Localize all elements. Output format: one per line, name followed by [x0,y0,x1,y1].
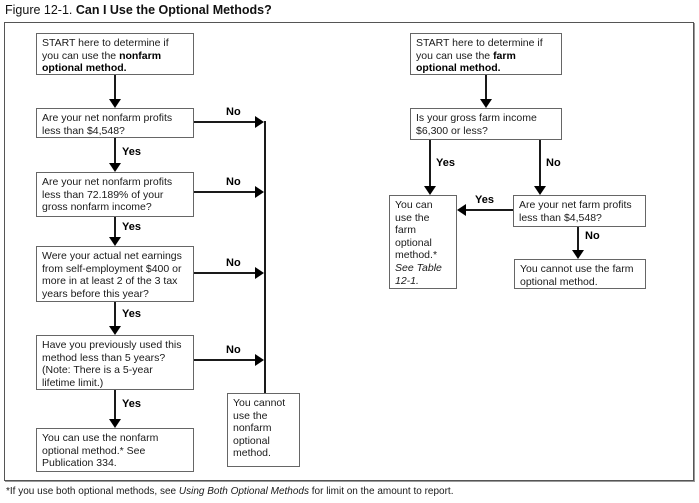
figure-title [5,3,272,17]
nonfarm-earnings-question-text: Were your actual net earnings from self-employment $400 or more in at least 2 of the 3 tax years before this year? [42,250,182,300]
arrowhead-nonfarm-q4-yes [109,419,121,428]
footnote-text: *If you use both optional methods, see [6,486,179,497]
nonfarm-profits-question-text: Are your net nonfarm profits less than $4,548? [42,112,173,137]
edge-label-no: No [226,344,241,356]
edge-label-yes: Yes [122,146,141,158]
edge-label-yes: Yes [436,157,455,169]
connector-nonfarm-start-to-q1-line [114,75,116,99]
arrowhead-nonfarm-q3-yes [109,326,121,335]
farm-can-use-text: You can use the farm optional method.* [395,199,438,262]
nonfarm-percent-question-box [36,172,194,217]
edge-label-yes: Yes [122,221,141,233]
connector-nonfarm-q2-yes-line [114,217,116,237]
arrowhead-nonfarm-start-to-q1 [109,99,121,108]
connector-nonfarm-q3-no-line [194,272,256,274]
connector-nonfarm-q4-yes-line [114,390,116,419]
farm-income-question-text: Is your gross farm income $6,300 or less? [416,112,537,137]
figure-heading: Can I Use the Optional Methods? [75,3,272,17]
farm-can-use-italic-text: See Table 12-1. [395,261,442,287]
nonfarm-years-question-box [36,335,194,390]
arrowhead-farm-start-to-q1 [480,99,492,108]
footnote-italic-text: Using Both Optional Methods [178,486,309,497]
nonfarm-start-box [36,33,194,75]
arrowhead-nonfarm-q2-yes [109,237,121,246]
nonfarm-cannot-use-box [227,393,300,467]
nonfarm-profits-question-box [36,108,194,138]
nonfarm-start-bold-text: nonfarm optional method. [42,49,162,75]
connector-nonfarm-q1-yes-line [114,138,116,163]
arrowhead-nonfarm-q3-no [255,267,264,279]
arrowhead-farm-q1-no [534,186,546,195]
edge-label-no: No [585,230,600,242]
connector-nonfarm-q1-no-line [194,121,256,123]
nonfarm-can-use-text: You can use the nonfarm optional method.* See Publication 334. [42,432,159,470]
farm-cannot-use-box [514,259,646,289]
figure-number: Figure 12-1. [5,3,76,17]
farm-start-text: START here to determine if you can use the [416,37,543,62]
edge-label-no: No [546,157,561,169]
farm-profits-question-text: Are your net farm profits less than $4,548? [519,199,632,224]
edge-label-no: No [226,106,241,118]
nonfarm-percent-question-text: Are your net nonfarm profits less than 72.189% of your gross nonfarm income? [42,176,173,214]
nonfarm-can-use-box [36,428,194,472]
footnote-text-end: for limit on the amount to report. [308,486,454,497]
farm-start-bold-text: farm optional method. [416,49,516,75]
arrowhead-nonfarm-q1-yes [109,163,121,172]
footnote [6,486,453,497]
arrowhead-nonfarm-q1-no [255,116,264,128]
arrowhead-farm-q1-yes [424,186,436,195]
farm-income-question-box [410,108,562,140]
nonfarm-cannot-use-text: You cannot use the nonfarm optional method. [233,397,286,460]
arrowhead-nonfarm-q4-no [255,354,264,366]
nonfarm-years-question-text: Have you previously used this method less than 5 years? (Note: There is a 5-year lifetime limit.) [42,339,182,389]
connector-nonfarm-q2-no-line [194,191,256,193]
edge-label-no: No [226,176,241,188]
connector-farm-q2-no-line [577,227,579,250]
connector-farm-q1-yes-line [429,140,431,186]
edge-label-no: No [226,257,241,269]
farm-cannot-use-text: You cannot use the farm optional method. [520,263,634,288]
connector-nonfarm-q3-yes-line [114,302,116,326]
connector-farm-start-to-q1-line [485,75,487,99]
connector-farm-q2-yes-line [464,209,513,211]
connector-nonfarm-no-collector-line [264,121,266,393]
farm-can-use-box [389,195,457,289]
connector-farm-q1-no-line [539,140,541,186]
connector-nonfarm-q4-no-line [194,359,256,361]
farm-profits-question-box [513,195,646,227]
edge-label-yes: Yes [475,194,494,206]
edge-label-yes: Yes [122,308,141,320]
nonfarm-earnings-question-box [36,246,194,302]
edge-label-yes: Yes [122,398,141,410]
arrowhead-farm-q2-yes [457,204,466,216]
nonfarm-start-text: START here to determine if you can use the [42,37,169,62]
arrowhead-nonfarm-q2-no [255,186,264,198]
arrowhead-farm-q2-no [572,250,584,259]
farm-start-box [410,33,562,75]
